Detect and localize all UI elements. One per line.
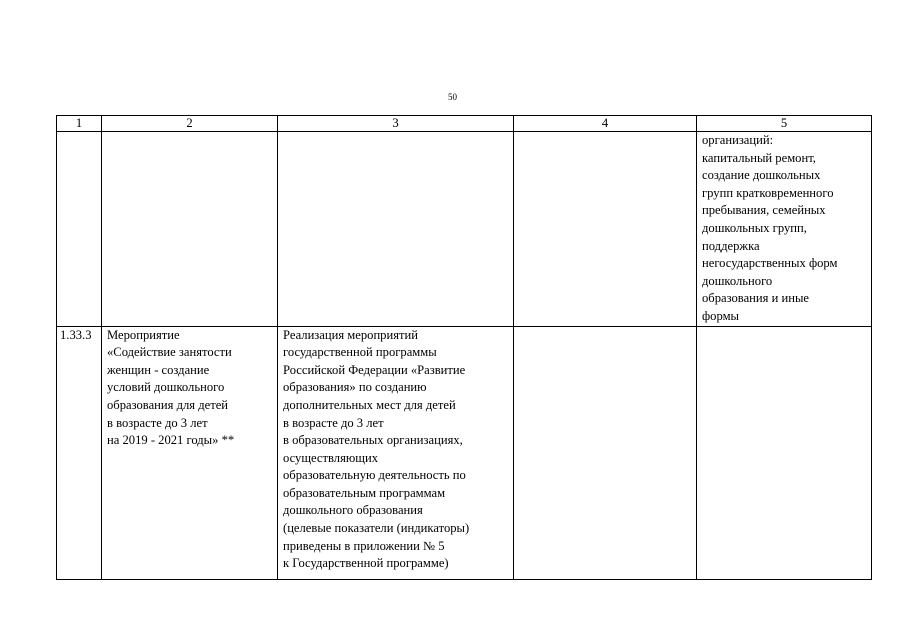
cell-text-line: организаций: bbox=[702, 133, 774, 147]
cell-text-line: поддержка bbox=[702, 238, 760, 253]
executor-cell bbox=[514, 132, 697, 327]
cell-text-line: в возрасте до 3 лет bbox=[283, 415, 384, 430]
cell-text-line: к Государственной программе) bbox=[283, 556, 449, 571]
cell-text-line: образовательным программам bbox=[283, 485, 446, 500]
cell-text-line: создание дошкольных bbox=[702, 168, 821, 183]
cell-text-line: образования для детей bbox=[107, 397, 229, 412]
table-row bbox=[57, 326, 872, 579]
cell-text-line: государственной программы bbox=[283, 345, 437, 360]
cell-text-line: «Содействие занятости bbox=[107, 345, 232, 360]
cell-text-line: дополнительных мест для детей bbox=[283, 397, 456, 412]
table-header-col-3: 3 bbox=[278, 116, 514, 132]
cell-text-line: дошкольного bbox=[702, 273, 773, 288]
cell-text-line: условий дошкольного bbox=[107, 380, 225, 395]
event-name-cell bbox=[102, 326, 278, 579]
event-name-cell bbox=[102, 132, 278, 327]
notes-cell bbox=[697, 326, 872, 579]
page-number: 50 bbox=[448, 92, 457, 102]
cell-text-line: образования и иные bbox=[702, 291, 809, 306]
description-cell bbox=[278, 132, 514, 327]
cell-text-line: пребывания, семейных bbox=[702, 203, 826, 218]
number-cell bbox=[57, 132, 102, 327]
document-table bbox=[56, 115, 872, 580]
table-header-col-4: 4 bbox=[514, 116, 697, 132]
cell-text-line: Мероприятие bbox=[107, 327, 180, 342]
cell-text-line: 1.33.3 bbox=[60, 327, 92, 342]
cell-text-line: в образовательных организациях, bbox=[283, 433, 463, 448]
cell-text-line: формы bbox=[702, 308, 739, 323]
table-header-col-5: 5 bbox=[697, 116, 872, 132]
executor-cell bbox=[514, 326, 697, 579]
description-cell bbox=[278, 326, 514, 579]
cell-text-line: образования» по созданию bbox=[283, 380, 427, 395]
table-header-row bbox=[57, 116, 872, 132]
cell-text-line: в возрасте до 3 лет bbox=[107, 415, 208, 430]
cell-text-line: групп кратковременного bbox=[702, 185, 834, 200]
cell-text-line: на 2019 - 2021 годы» ** bbox=[107, 433, 235, 448]
table-header-col-1: 1 bbox=[57, 116, 102, 132]
cell-text-line: дошкольных групп, bbox=[702, 220, 807, 235]
cell-text-line: образовательную деятельность по bbox=[283, 468, 466, 483]
number-cell bbox=[57, 326, 102, 579]
table-body bbox=[57, 132, 872, 580]
cell-text-line: Российской Федерации «Развитие bbox=[283, 362, 466, 377]
cell-text-line: женщин - создание bbox=[107, 362, 210, 377]
table-header-col-2: 2 bbox=[102, 116, 278, 132]
cell-text-line: осуществляющих bbox=[283, 450, 379, 465]
cell-text-line: капитальный ремонт, bbox=[702, 150, 816, 165]
notes-cell bbox=[697, 132, 872, 327]
table-row bbox=[57, 132, 872, 327]
cell-text-line: приведены в приложении № 5 bbox=[283, 538, 445, 553]
cell-text-line: негосударственных форм bbox=[702, 256, 838, 271]
cell-text-line: (целевые показатели (индикаторы) bbox=[283, 521, 470, 536]
cell-text-line: Реализация мероприятий bbox=[283, 327, 418, 342]
cell-text-line: дошкольного образования bbox=[283, 503, 423, 518]
